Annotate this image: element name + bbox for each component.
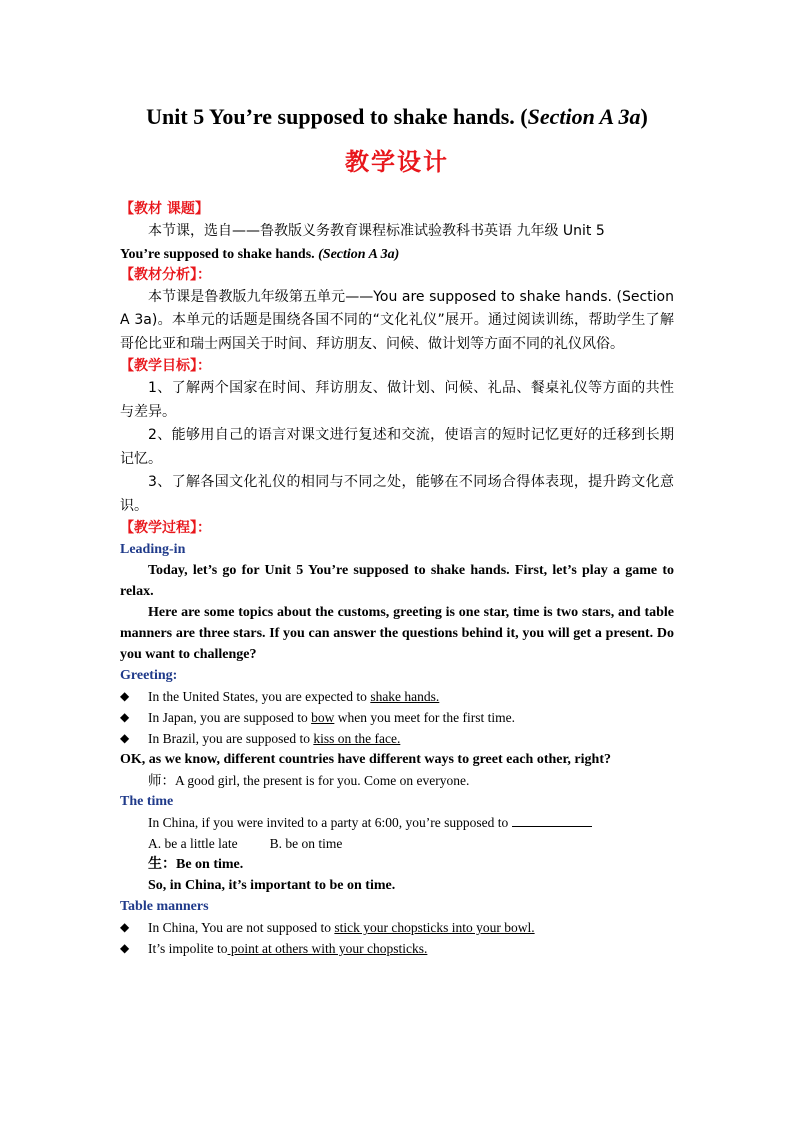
greeting-summary: OK, as we know, different countries have different ways to greet each other, right? xyxy=(120,752,611,767)
leading-in-paragraph: Today, let’s go for Unit 5 You’re supposed to shake hands. First, let’s play a game to relax. xyxy=(120,563,674,599)
section-heading-goals: 【教学目标】： xyxy=(120,358,211,374)
list-item: ◆ In China, You are not supposed to stick your chopsticks into your bowl. xyxy=(120,917,674,938)
analysis-paragraph: 本节课是鲁教版九年级第五单元——You are supposed to shake hands. (Section A 3a)。本单元的话题是围绕各国不同的“文化礼仪”展开。通过阅读训练，帮助学生了解哥伦比亚和瑞士两国关于时间、拜访朋友、问候、做计划等方面不同的礼仪风俗。 xyxy=(120,288,674,352)
diamond-bullet-icon: ◆ xyxy=(120,689,130,703)
goal-item: 3、了解各国文化礼仪的相同与不同之处，能够在不同场合得体表现，提升跨文化意识。 xyxy=(120,474,674,514)
goal-item: 1、了解两个国家在时间、拜访朋友、做计划、问候、礼品、餐桌礼仪等方面的共性与差异。 xyxy=(120,380,674,420)
student-answer: 生：Be on time. xyxy=(148,857,244,872)
list-item: ◆ In Brazil, you are supposed to kiss on the face. xyxy=(120,728,674,749)
document-title: Unit 5 You’re supposed to shake hands. (Section A 3a) xyxy=(146,104,648,129)
teacher-line: 师：A good girl, the present is for you. Come on everyone. xyxy=(148,773,470,788)
time-options: A. be a little late B. be on time xyxy=(148,836,343,851)
document-page xyxy=(120,100,674,959)
section-heading-textbook: 【教材 课题】 xyxy=(120,201,209,217)
list-item: ◆ In the United States, you are expected to shake hands. xyxy=(120,686,674,707)
leading-in-label: Leading-in xyxy=(120,542,186,557)
section-heading-analysis: 【教材分析】： xyxy=(120,266,211,283)
diamond-bullet-icon: ◆ xyxy=(120,731,130,745)
time-conclusion: So, in China, it’s important to be on time. xyxy=(148,878,396,893)
list-item: ◆ It’s impolite to point at others with your chopsticks. xyxy=(120,938,674,959)
time-label: The time xyxy=(120,794,174,809)
table-manners-label: Table manners xyxy=(120,899,209,914)
diamond-bullet-icon: ◆ xyxy=(120,920,130,934)
goal-item: 2、能够用自己的语言对课文进行复述和交流，使语言的短时记忆更好的迁移到长期记忆。 xyxy=(120,427,674,467)
textbook-source-line: 本节课，选自——鲁教版义务教育课程标准试验教科书英语 九年级 Unit 5 xyxy=(148,223,605,239)
diamond-bullet-icon: ◆ xyxy=(120,941,130,955)
leading-in-paragraph: Here are some topics about the customs, greeting is one star, time is two stars, and table manners are three stars. If you can answer the questions behind it, you will get a present. Do you want to challenge? xyxy=(120,605,674,662)
diamond-bullet-icon: ◆ xyxy=(120,710,130,724)
answer-blank xyxy=(512,814,592,827)
textbook-lesson-line: You’re supposed to shake hands. (Section A 3a) xyxy=(120,246,400,262)
greeting-label: Greeting: xyxy=(120,668,178,683)
section-heading-process: 【教学过程】： xyxy=(120,520,211,536)
list-item: ◆ In Japan, you are supposed to bow when you meet for the first time. xyxy=(120,707,674,728)
time-question: In China, if you were invited to a party at 6:00, you’re supposed to xyxy=(120,812,674,833)
document-subtitle: 教学设计 xyxy=(345,148,449,176)
